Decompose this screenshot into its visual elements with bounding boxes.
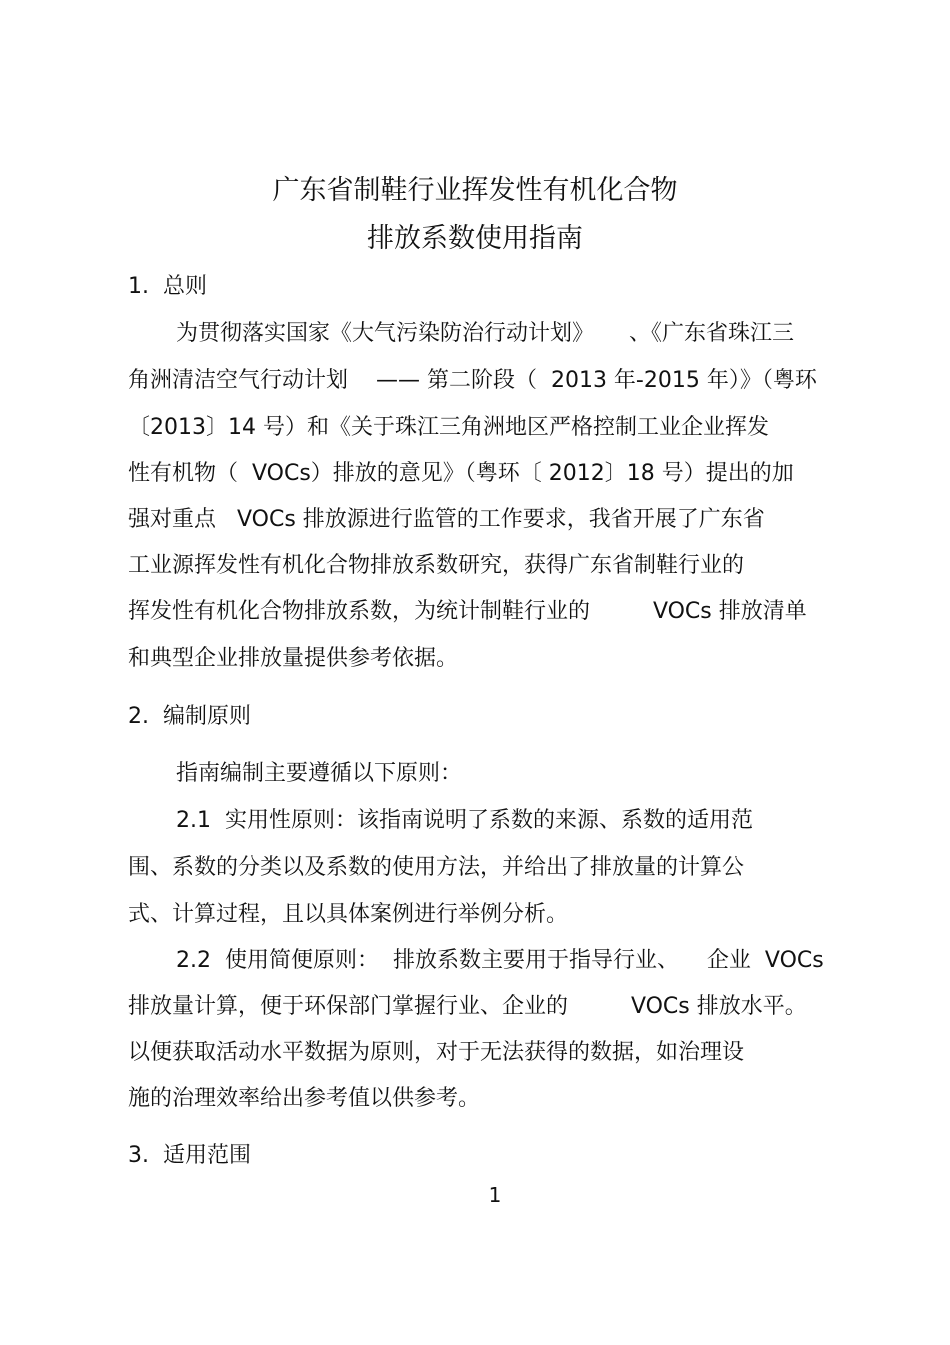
section-2-heading: 2. 编制原则 [128,704,251,729]
section-1-line: 挥发性有机化合物排放系数，为统计制鞋行业的 VOCs 排放清单 [128,599,807,624]
section-1-line: 强对重点 VOCs 排放源进行监管的工作要求，我省开展了广东省 [128,507,765,532]
section-1-line: 〔2013〕14 号）和《关于珠江三角洲地区严格控制工业企业挥发 [128,415,769,440]
section-1-line: 工业源挥发性有机化合物排放系数研究，获得广东省制鞋行业的 [128,553,745,578]
section-3-heading: 3. 适用范围 [128,1143,251,1168]
page-number: 1 [488,1183,502,1207]
section-2-item-1-line: 围、系数的分类以及系数的使用方法，并给出了排放量的计算公 [128,855,745,880]
section-2-intro: 指南编制主要遵循以下原则： [176,761,463,786]
section-1-line: 性有机物（ VOCs）排放的意见》（粤环〔 2012〕18 号）提出的加 [128,461,794,486]
section-1-heading: 1. 总则 [128,274,207,299]
section-2-item-2-line: 施的治理效率给出参考值以供参考。 [128,1086,481,1111]
section-2-item-2-line: 排放量计算，便于环保部门掌握行业、企业的 VOCs 排放水平。 [128,994,807,1019]
section-2-item-2-line: 2.2 使用简便原则： 排放系数主要用于指导行业、 企业 VOCs [176,948,824,973]
section-2-item-2-line: 以便获取活动水平数据为原则，对于无法获得的数据，如治理设 [128,1040,745,1065]
section-1-line: 为贯彻落实国家《大气污染防治行动计划》 、《广东省珠江三 [176,321,794,346]
section-1-line: 角洲清洁空气行动计划 —— 第二阶段（ 2013 年-2015 年）》（粤环 [128,368,817,393]
section-2-item-1-line: 式、计算过程，且以具体案例进行举例分析。 [128,902,569,927]
title-line-2: 排放系数使用指南 [367,223,583,254]
section-2-item-1-line: 2.1 实用性原则：该指南说明了系数的来源、系数的适用范 [176,808,753,833]
title-line-1: 广东省制鞋行业挥发性有机化合物 [272,175,678,206]
section-1-line: 和典型企业排放量提供参考依据。 [128,646,459,671]
